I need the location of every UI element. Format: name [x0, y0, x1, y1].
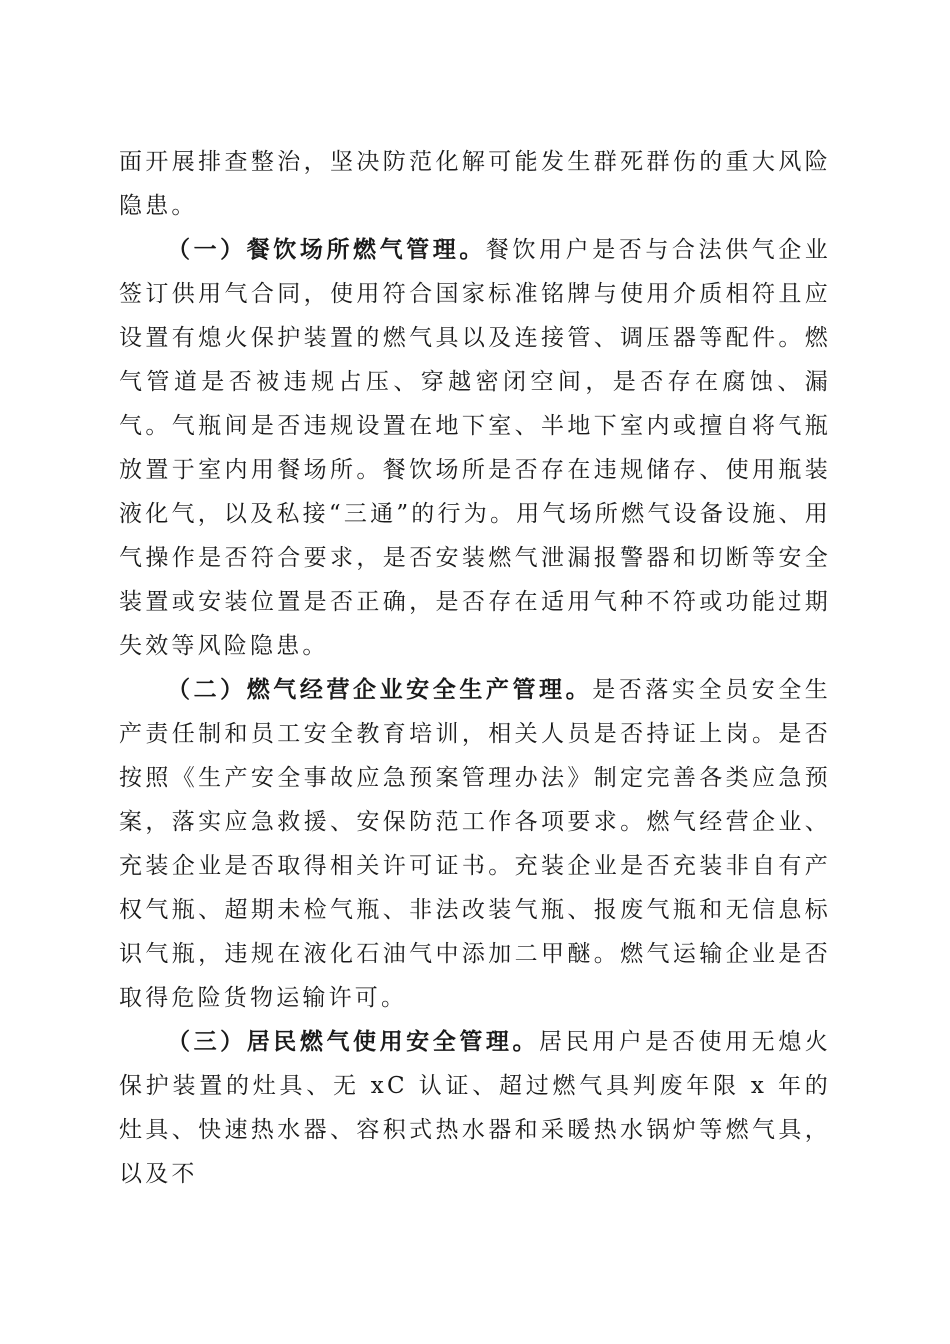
section-heading-catering: （一）餐饮场所燃气管理。 — [167, 237, 486, 263]
section-heading-enterprise: （二）燃气经营企业安全生产管理。 — [167, 677, 593, 703]
paragraph-catering-gas — [119, 228, 831, 668]
paragraph-text: 是否落实全员安全生产责任制和员工安全教育培训，相关人员是否持证上岗。是否按照《生产安全事故应急预案管理办法》制定完善各类应急预案，落实应急救援、安保防范工作各项要求。燃气经营企业、充装企业是否取得相关许可证书。充装企业是否充装非自有产权气瓶、超期未检气瓶、非法改装气瓶、报废气瓶和无信息标识气瓶，违规在液化石油气中添加二甲醚。燃气运输企业是否取得危险货物运输许可。 — [119, 677, 831, 1011]
paragraph-residential-gas — [119, 1020, 831, 1196]
paragraph-text: 餐饮用户是否与合法供气企业签订供用气合同，使用符合国家标准铭牌与使用介质相符且应设置有熄火保护装置的燃气具以及连接管、调压器等配件。燃气管道是否被违规占压、穿越密闭空间，是否存在腐蚀、漏气。气瓶间是否违规设置在地下室、半地下室内或擅自将气瓶放置于室内用餐场所。餐饮场所是否存在违规储存、使用瓶装液化气，以及私接“三通”的行为。用气场所燃气设备设施、用气操作是否符合要求，是否安装燃气泄漏报警器和切断等安全装置或安装位置是否正确，是否存在适用气种不符或功能过期失效等风险隐患。 — [119, 237, 831, 659]
paragraph-intro-continuation — [119, 140, 831, 228]
document-body — [119, 140, 831, 1196]
paragraph-text: 居民用户是否使用无熄火保护装置的灶具、无 xC 认证、超过燃气具判废年限 x 年的灶具、快速热水器、容积式热水器和采暖热水锅炉等燃气具，以及不 — [119, 1029, 831, 1187]
paragraph-gas-enterprise-safety — [119, 668, 831, 1020]
paragraph-text: 面开展排查整治，坚决防范化解可能发生群死群伤的重大风险隐患。 — [119, 149, 831, 219]
section-heading-residential: （三）居民燃气使用安全管理。 — [167, 1029, 540, 1055]
